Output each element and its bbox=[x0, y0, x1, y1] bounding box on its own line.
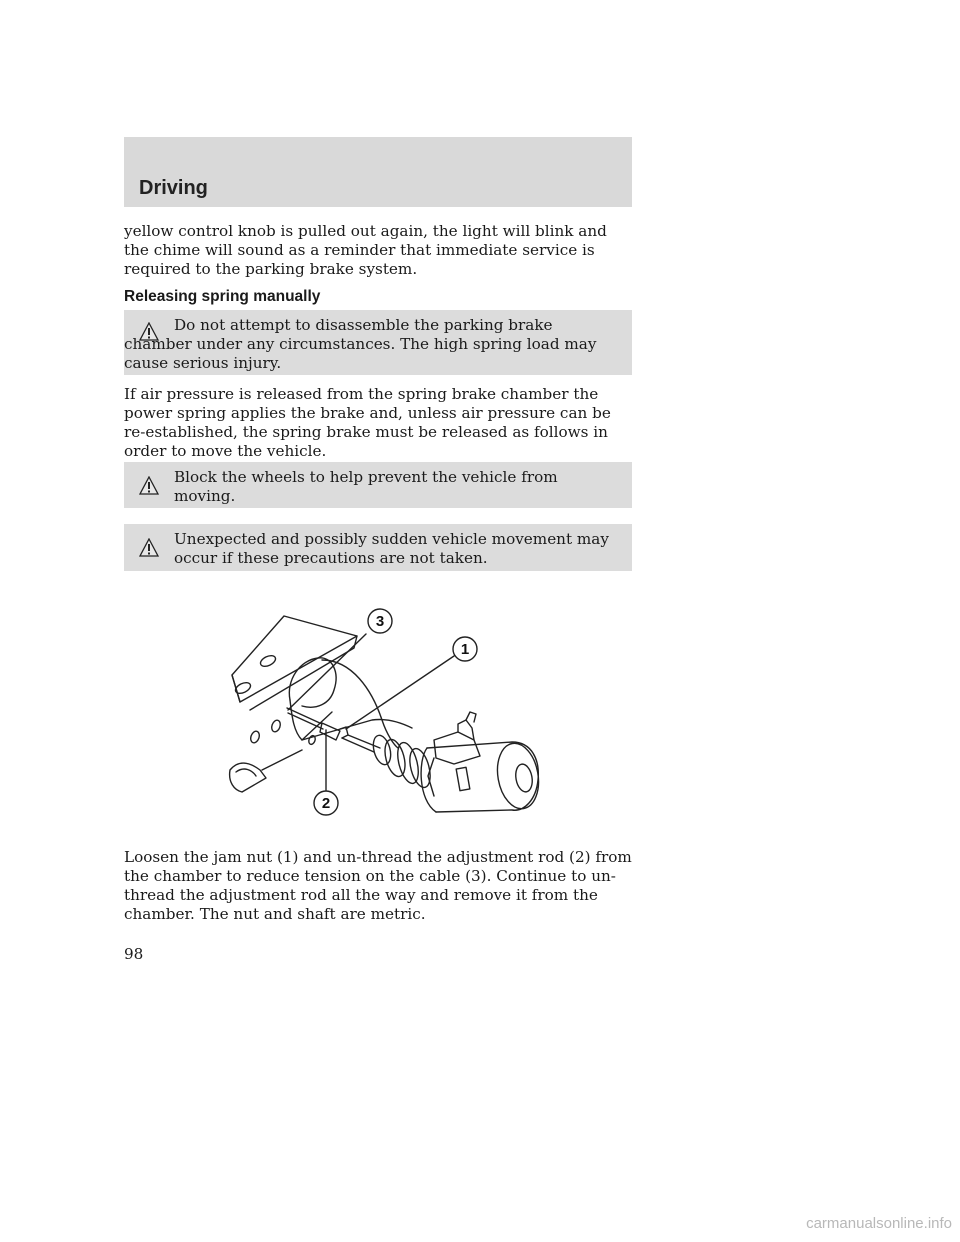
warning-triangle-icon bbox=[139, 476, 159, 495]
warning-box-3 bbox=[124, 524, 632, 571]
subheading: Releasing spring manually bbox=[124, 288, 321, 305]
warning-text-1: Do not attempt to disassemble the parking brake chamber under any circumstances. The high spring load may cause serious injury. bbox=[124, 316, 597, 372]
callout-label-3: 3 bbox=[375, 613, 385, 630]
warning-text-3: Unexpected and possibly sudden vehicle movement may occur if these precautions are not taken. bbox=[174, 530, 609, 567]
warning-text-2: Block the wheels to help prevent the vehicle from moving. bbox=[174, 468, 558, 505]
leader-line-1 bbox=[346, 656, 454, 729]
brake-chamber-diagram bbox=[222, 600, 562, 825]
page-number: 98 bbox=[124, 945, 144, 963]
warning-triangle-icon bbox=[139, 538, 159, 557]
callout-label-1: 1 bbox=[460, 641, 470, 658]
callout-label-2: 2 bbox=[321, 795, 331, 812]
warning-box-2 bbox=[124, 462, 632, 508]
mounting-bracket bbox=[232, 616, 357, 702]
paragraph-2: If air pressure is released from the spring brake chamber the power spring applies the brake and, unless air pressure can be re-established, the spring brake must be released as follows in order to move the vehicle. bbox=[124, 385, 611, 460]
section-header bbox=[124, 137, 632, 207]
intro-paragraph: yellow control knob is pulled out again, the light will blink and the chime will sound as a reminder that immediate service is required to the parking brake system. bbox=[124, 222, 607, 278]
leader-line-3 bbox=[288, 634, 366, 710]
paragraph-3: Loosen the jam nut (1) and un-thread the adjustment rod (2) from the chamber to reduce tension on the cable (3). Continue to un-thread the adjustment rod all the way and remove it from the chamber. The nut and shaft are metric. bbox=[124, 848, 632, 923]
section-title: Driving bbox=[139, 177, 208, 199]
warning-box-1 bbox=[124, 310, 632, 375]
watermark: carmanualsonline.info bbox=[806, 1215, 952, 1232]
